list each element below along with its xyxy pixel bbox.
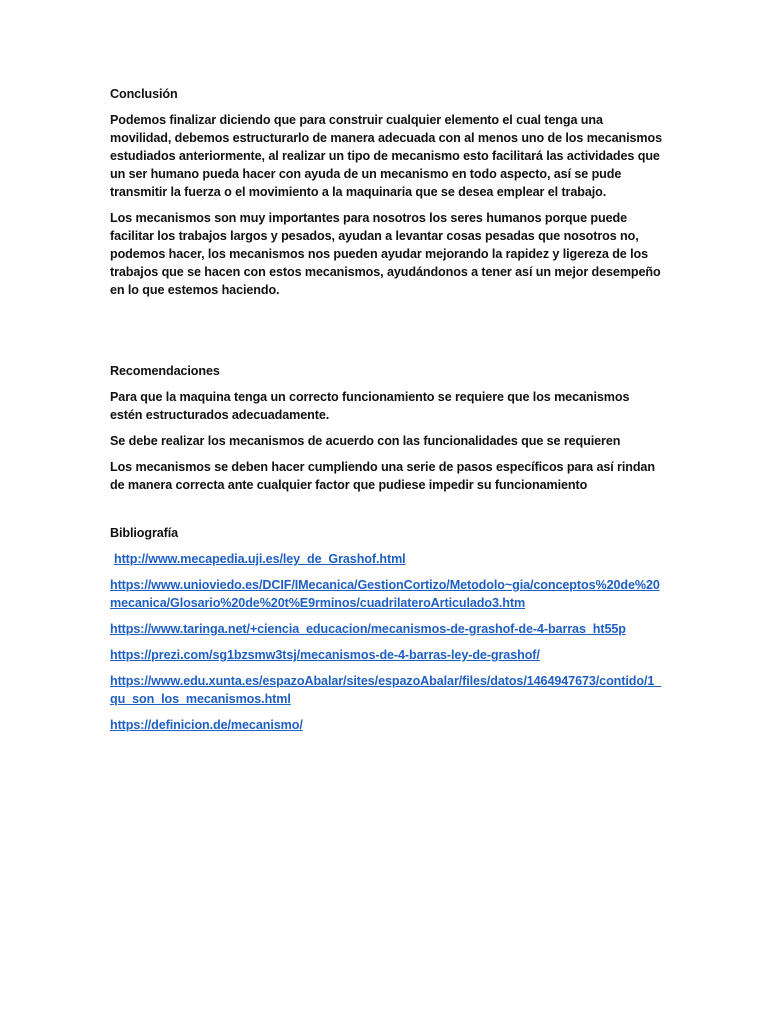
bibliography-heading: Bibliografía xyxy=(110,526,179,540)
reference-link[interactable]: http://www.mecapedia.uji.es/ley_de_Grashof.html xyxy=(114,552,406,566)
reference-link[interactable]: https://definicion.de/mecanismo/ xyxy=(110,718,303,732)
reference-link[interactable]: https://prezi.com/sg1bzsmw3tsj/mecanismos-de-4-barras-ley-de-grashof/ xyxy=(110,648,540,662)
bibliography-section xyxy=(110,524,664,734)
reference-link[interactable]: https://www.edu.xunta.es/espazoAbalar/sites/espazoAbalar/files/datos/1464947673/contido/1_qu_son_los_mecanismos.html xyxy=(110,674,662,706)
reference-link[interactable]: https://www.unioviedo.es/DCIF/IMecanica/GestionCortizo/Metodolo~gia/conceptos%20de%20mecanica/Glosario%20de%20t%E9rminos/cuadrilateroArticulado3.htm xyxy=(110,578,660,610)
conclusion-section xyxy=(110,85,664,299)
conclusion-heading: Conclusión xyxy=(110,87,178,101)
conclusion-paragraph: Podemos finalizar diciendo que para construir cualquier elemento el cual tenga una movilidad, debemos estructurarlo de manera adecuada con al menos uno de los mecanismos estudiados anteriormente, al realizar un tipo de mecanismo esto facilitará las actividades que un ser humano pueda hacer con ayuda de un mecanismo en todo aspecto, así se pude transmitir la fuerza o el movimiento a la maquinaria que se desea emplear el trabajo. xyxy=(110,113,662,199)
recommendation-paragraph: Los mecanismos se deben hacer cumpliendo una serie de pasos específicos para así rindan de manera correcta ante cualquier factor que pudiese impedir su funcionamiento xyxy=(110,460,655,492)
section-spacer xyxy=(110,502,664,524)
reference-list xyxy=(110,550,664,734)
recommendation-paragraph: Se debe realizar los mecanismos de acuerdo con las funcionalidades que se requieren xyxy=(110,434,621,448)
recommendations-heading: Recomendaciones xyxy=(110,364,220,378)
conclusion-paragraph: Los mecanismos son muy importantes para nosotros los seres humanos porque puede facilitar los trabajos largos y pesados, ayudan a levantar cosas pesadas que nosotros no, podemos hacer, los mecanismos nos pueden ayudar mejorando la rapidez y ligereza de los trabajos que se hacen con estos mecanismos, ayudándonos a tener así un mejor desempeño en lo que estemos haciendo. xyxy=(110,211,661,297)
recommendation-paragraph: Para que la maquina tenga un correcto funcionamiento se requiere que los mecanismos estén estructurados adecuadamente. xyxy=(110,390,630,422)
reference-link[interactable]: https://www.taringa.net/+ciencia_educacion/mecanismos-de-grashof-de-4-barras_ht55p xyxy=(110,622,626,636)
section-spacer xyxy=(110,307,664,362)
recommendations-section xyxy=(110,362,664,494)
